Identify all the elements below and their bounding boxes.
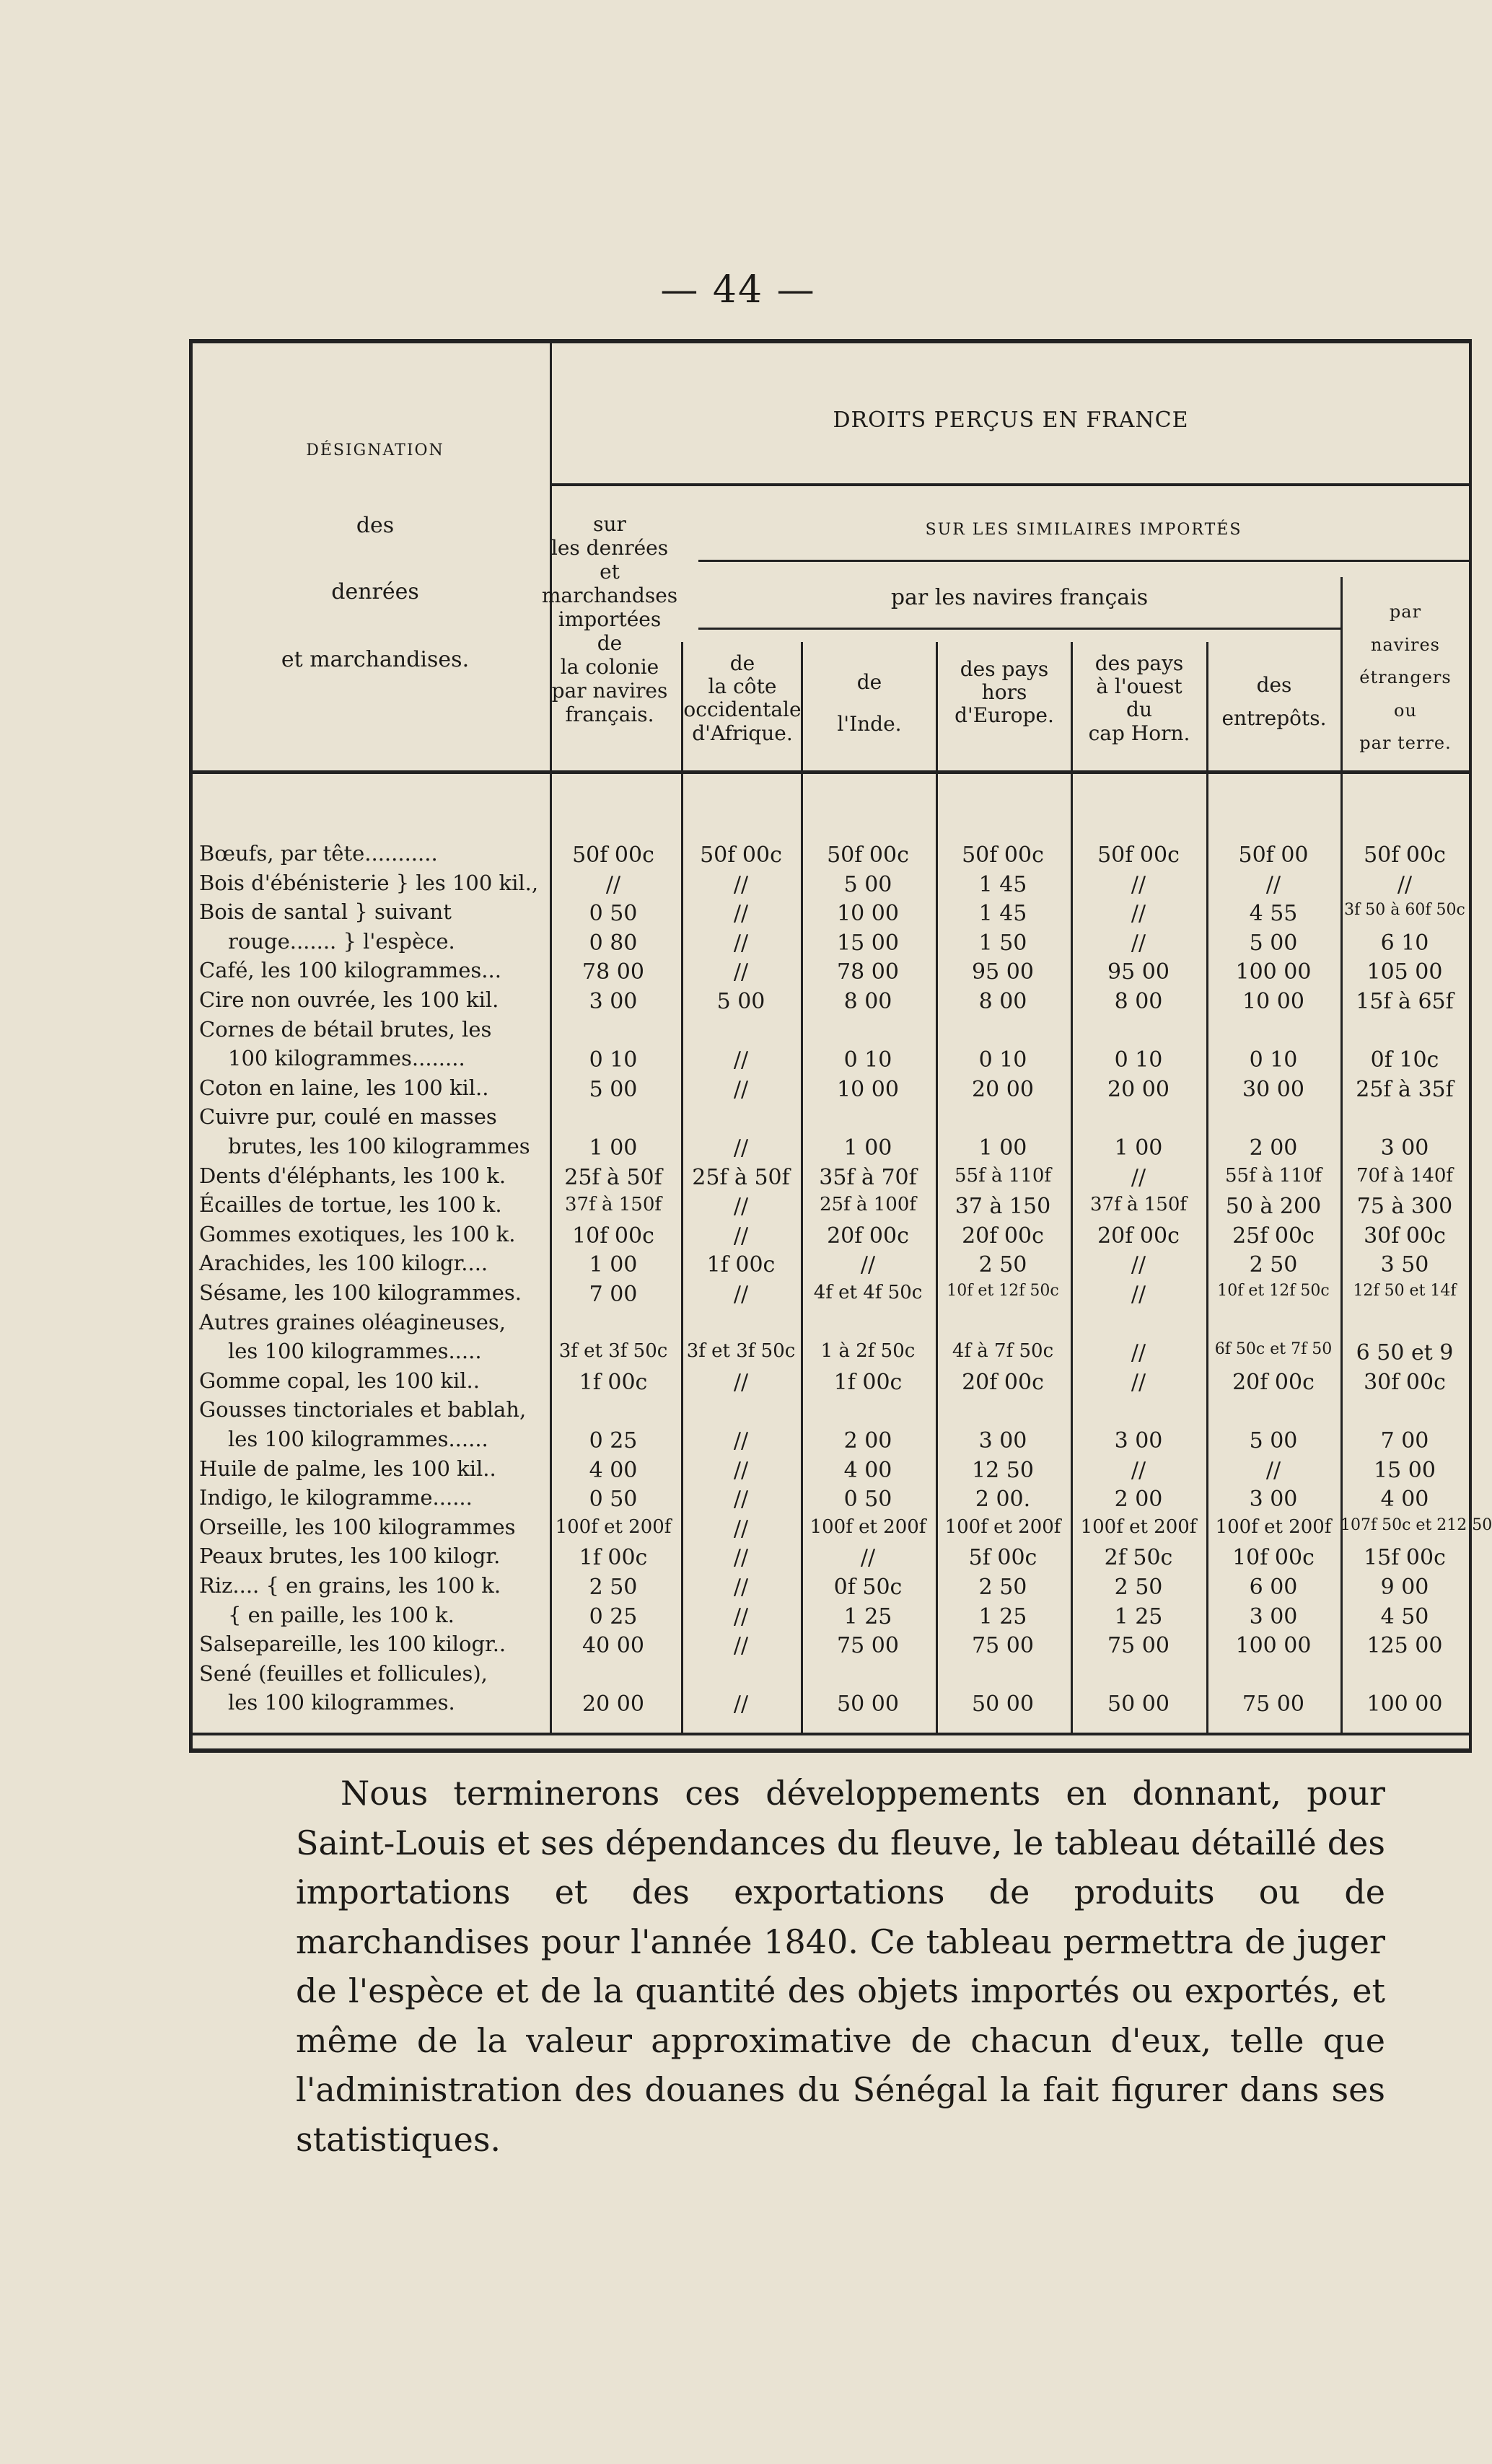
row-label: les 100 kilogrammes. [228,1690,455,1715]
col-colonie-header [534,512,685,726]
table-cell: 55f à 110f [1225,1164,1322,1187]
table-cell: 100 00 [1235,959,1312,985]
table-cell: 10f 00c [1232,1545,1315,1571]
table-cell: 2 50 [1249,1252,1298,1278]
table-cell: 0 10 [978,1047,1027,1073]
table-cell: 1 à 2f 50c [820,1340,916,1363]
table-cell: // [1131,930,1146,956]
table-cell: 25f à 50f [564,1164,662,1190]
row-label: Écailles de tortue, les 100 k. [199,1192,502,1218]
page-number: — 44 — [660,268,816,312]
similaires-rule [698,560,1469,562]
table-cell: 10f et 12f 50c [947,1282,1059,1300]
table-cell: 2 00. [975,1487,1031,1513]
row-label: rouge....... } l'espèce. [228,928,455,954]
table-cell: // [733,1603,749,1629]
table-cell: 100f et 200f [809,1515,926,1538]
table-cell: 10 00 [837,901,899,927]
table-cell: 30 00 [1242,1076,1304,1102]
table-cell: 2 50 [978,1252,1027,1278]
table-cell: 3 00 [1114,1428,1163,1453]
table-cell: 100f et 200f [1215,1515,1332,1538]
table-cell: 20 00 [972,1076,1034,1102]
row-label: Autres graines oléagineuses, [199,1309,506,1334]
table-cell: 0 10 [843,1047,892,1073]
table-cell: 0 10 [589,1047,638,1073]
table-cell: // [733,1194,749,1220]
table-cell: 9 00 [1380,1575,1429,1600]
table-cell: 50f 00 [1238,842,1309,868]
table-cell: 3f 50 à 60f 50c [1344,901,1465,920]
table-cell: 20f 00c [827,1223,909,1249]
row-label: Café, les 100 kilogrammes... [199,958,501,983]
table-cell: // [1131,1164,1146,1190]
table-cell: 37f à 150f [1090,1194,1187,1216]
table-cell: 10 00 [1242,989,1304,1014]
col-entrepots-line: des [1256,673,1292,697]
table-cell: 25f à 100f [820,1194,916,1216]
table-cell: 100f et 200f [555,1515,672,1538]
table-cell: 50f 00c [1097,842,1180,868]
table-cell: 75 00 [1107,1633,1170,1659]
col-colonie-line: français. [565,703,654,727]
table-cell: 12 50 [972,1457,1034,1483]
table-cell: 15f à 65f [1356,989,1454,1014]
designation-denrees: denrées [331,579,419,604]
table-cell: 3 50 [1380,1252,1429,1278]
table-cell: // [1131,1252,1146,1278]
col-horn-header [1072,652,1206,745]
table-cell: 50 00 [972,1691,1034,1717]
table-cell: 1f 00c [579,1545,648,1571]
navires-francais-title: par les navires français [890,585,1149,610]
row-label: Cire non ouvrée, les 100 kil. [199,987,499,1012]
table-cell: 4 50 [1380,1603,1429,1629]
table-cell: 6f 50c et 7f 50 [1214,1340,1333,1359]
table-cell: // [733,1633,749,1659]
table-cell: 0 10 [1249,1047,1298,1073]
table-cell: 0 10 [1114,1047,1163,1073]
table-cell: // [1265,1457,1281,1483]
col-etrangers-line: par [1389,602,1422,622]
table-cell: 95 00 [972,959,1034,985]
table-cell: // [1265,871,1281,897]
table-cell: 37f à 150f [565,1194,662,1216]
designation-marchandises: et marchandises. [281,647,470,672]
body-paragraph: Nous terminerons ces développements en donnant, pour Saint-Louis et ses dépendances du fleuve, le tableau détaillé des importations et des exportations de produits ou de marchandises pour l'année 1840. Ce tableau permettra de juger de l'espèce et de la quantité des objets importés ou exportés, et même de la valeur approximative de chacun d'eux, telle que l'administration des douanes du Sénégal la fait figurer dans ses statistiques. [296,1774,1385,2159]
table-cell: // [733,1515,749,1541]
table-cell: 2 50 [589,1575,638,1600]
table-cell: 1 50 [978,930,1027,956]
table-cell: 3 00 [978,1428,1027,1453]
table-cell: 25f à 50f [692,1164,790,1190]
table-cell: 50 à 200 [1225,1194,1322,1220]
table-cell: 1 00 [589,1252,638,1278]
col-europe-line: des pays [960,657,1049,681]
table-cell: 3 00 [1249,1603,1298,1629]
col-inde-header [802,671,936,736]
table-cell: // [1131,1457,1146,1483]
table-cell: 100 00 [1235,1633,1312,1659]
table-cell: 2 50 [1114,1575,1163,1600]
table-cell: 6 00 [1249,1575,1298,1600]
col-horn-line: cap Horn. [1088,721,1190,745]
table-cell: 1 25 [843,1603,892,1629]
col-colonie-line: la colonie [560,655,659,679]
table-cell: // [733,1691,749,1717]
table-cell: // [605,871,621,897]
designation-des: des [356,513,395,538]
table-cell: 75 00 [1242,1691,1304,1717]
col-entrepots-line: entrepôts. [1221,706,1327,731]
table-cell: 50f 00c [962,842,1044,868]
table-cell: 5 00 [843,871,892,897]
row-label: Dents d'éléphants, les 100 k. [199,1163,506,1188]
table-cell: 10f 00c [572,1223,654,1249]
col-colonie-line: les denrées [550,536,669,560]
table-cell: 0 25 [589,1428,638,1453]
table-cell: 15f 00c [1364,1545,1446,1571]
table-cell: // [1131,1282,1146,1307]
table-cell: // [860,1545,876,1571]
table-cell: 3f et 3f 50c [558,1340,668,1363]
table-cell: 100f et 200f [1080,1515,1197,1538]
col-colonie-line: sur [593,512,626,536]
table-cell: 5 00 [1249,930,1298,956]
col-colonie-line: marchandses [541,584,678,608]
table-cell: // [733,1135,749,1161]
table-cell: 40 00 [582,1633,644,1659]
table-cell: // [733,1545,749,1571]
row-label: Salsepareille, les 100 kilogr.. [199,1632,506,1657]
table-cell: 70f à 140f [1356,1164,1453,1187]
table-cell: 1 00 [1114,1135,1163,1161]
table-cell: 0f 50c [833,1575,903,1600]
table-cell: 20f 00c [962,1223,1044,1249]
table-cell: 100 00 [1366,1691,1443,1717]
table-cell: 78 00 [582,959,644,985]
table-cell: 6 10 [1380,930,1429,956]
table-cell: 0 25 [589,1603,638,1629]
table-cell: 75 00 [837,1633,899,1659]
col-etrangers-line: par terre. [1359,733,1452,754]
table-cell: 50f 00c [1364,842,1446,868]
table-cell: 0 50 [843,1487,892,1513]
table-cell: // [733,1487,749,1513]
table-cell: 1 25 [978,1603,1027,1629]
table-cell: 5f 00c [968,1545,1037,1571]
col-horn-line: à l'ouest [1096,674,1182,699]
table-cell: 1f 00c [833,1369,903,1395]
row-label: Indigo, le kilogramme...... [199,1485,473,1510]
table-cell: 1 25 [1114,1603,1163,1629]
table-cell: // [733,1575,749,1600]
table-cell: // [1397,871,1413,897]
table-cell: 4 00 [843,1457,892,1483]
col-etrangers-line: navires [1371,634,1440,655]
table-cell: // [1131,1369,1146,1395]
row-label: Cornes de bétail brutes, les [199,1016,492,1042]
table-cell: 78 00 [837,959,899,985]
table-cell: 100f et 200f [944,1515,1061,1538]
table-cell: 7 00 [589,1282,638,1307]
table-cell: 2 50 [978,1575,1027,1600]
row-label: Bœufs, par tête........... [199,841,438,866]
table-cell: 75 à 300 [1356,1194,1453,1220]
col-etrangers-line: ou [1394,700,1417,721]
table-cell: 95 00 [1107,959,1170,985]
table-cell: 2 00 [1249,1135,1298,1161]
row-label: Bois d'ébénisterie } les 100 kil., [199,870,539,895]
table-cell: // [733,1369,749,1395]
table-cell: 5 00 [1249,1428,1298,1453]
col-etrangers-line: étrangers [1359,667,1452,688]
row-label: Sésame, les 100 kilogrammes. [199,1280,522,1305]
table-cell: // [733,959,749,985]
table-cell: // [733,871,749,897]
table-cell: 0f 10c [1370,1047,1439,1073]
col-horn-line: du [1126,698,1152,722]
table-cell: 0 80 [589,930,638,956]
row-label: Gommes exotiques, les 100 k. [199,1221,516,1246]
table-cell: 50 00 [837,1691,899,1717]
table-cell: 20f 00c [1097,1223,1180,1249]
col-cote-line: de [729,651,755,675]
droits-title: DROITS PERÇUS EN FRANCE [833,408,1189,433]
table-cell: 1 45 [978,871,1027,897]
table-bottom-rule [192,1733,1469,1735]
table-cell: // [733,1223,749,1249]
table-cell: // [733,1282,749,1307]
table-cell: 1 45 [978,901,1027,927]
table-cell: 4 00 [589,1457,638,1483]
table-cell: 7 00 [1380,1428,1429,1453]
table-cell: 4 55 [1249,901,1298,927]
table-cell: 15 00 [837,930,899,956]
table-cell: 20 00 [1107,1076,1170,1102]
table-cell: 3 00 [1380,1135,1429,1161]
table-cell: 50f 00c [700,842,782,868]
table-cell: 1 00 [589,1135,638,1161]
table-cell: // [733,1428,749,1453]
table-cell: // [1131,871,1146,897]
col-etrangers-header [1342,596,1469,760]
table-cell: 2 00 [843,1428,892,1453]
table-cell: 0 50 [589,901,638,927]
col-entrepots-header [1208,674,1340,730]
col-colonie-line: importées [558,607,662,632]
row-label: Sené (feuilles et follicules), [199,1660,488,1686]
table-cell: 8 00 [843,989,892,1014]
col-europe-header [937,658,1071,728]
row-label: Gousses tinctoriales et bablah, [199,1397,527,1422]
table-cell: 10f et 12f 50c [1217,1282,1330,1300]
row-label: Orseille, les 100 kilogrammes [199,1514,516,1539]
table-cell: 0 50 [589,1487,638,1513]
droits-rule [551,483,1469,486]
row-label: brutes, les 100 kilogrammes [228,1134,530,1158]
row-label: Arachides, les 100 kilogr.... [199,1251,488,1276]
table-cell: 50 00 [1107,1691,1170,1717]
col-cote-line: occidentale [683,698,802,722]
table-cell: 8 00 [1114,989,1163,1014]
col-colonie-line: de [597,631,623,656]
table-cell: // [733,1076,749,1102]
table-cell: 107f 50c et 212 50 [1340,1515,1492,1534]
col-cote-line: la côte [708,674,777,699]
table-cell: 3 00 [589,989,638,1014]
row-label: les 100 kilogrammes...... [228,1427,488,1451]
table-cell: // [1131,1340,1146,1366]
col-europe-line: hors [981,680,1027,705]
table-cell: 125 00 [1366,1633,1443,1659]
row-label: Riz.... { en grains, les 100 k. [199,1573,501,1598]
table-cell: 2 00 [1114,1487,1163,1513]
table-cell: 5 00 [589,1076,638,1102]
table-cell: 20 00 [582,1691,644,1717]
table-cell: 50f 00c [827,842,909,868]
row-label: Huile de palme, les 100 kil.. [199,1456,496,1481]
col-colonie-line: et [600,560,620,584]
row-label: Cuivre pur, coulé en masses [199,1104,497,1130]
table-cell: 55f à 110f [955,1164,1051,1187]
table-cell: 20f 00c [1232,1369,1315,1395]
table-cell: 35f à 70f [819,1164,917,1190]
table-cell: 105 00 [1366,959,1443,985]
col-cote-line: d'Afrique. [692,721,793,745]
col-horn-line: des pays [1094,651,1184,675]
table-cell: // [733,1457,749,1483]
table-cell: // [733,1047,749,1073]
table-cell: 25f à 35f [1356,1076,1454,1102]
table-cell: 12f 50 et 14f [1353,1282,1457,1300]
table-cell: 25f 00c [1232,1223,1315,1249]
table-cell: 37 à 150 [955,1194,1051,1220]
row-label: Coton en laine, les 100 kil.. [199,1075,489,1100]
table-cell: 1f 00c [579,1369,648,1395]
table-cell: 1 00 [843,1135,892,1161]
table-cell: 2f 50c [1104,1545,1173,1571]
header-separator [192,770,1469,774]
table-cell: 6 50 et 9 [1356,1340,1454,1366]
row-label: les 100 kilogrammes..... [228,1339,482,1364]
row-label: Gomme copal, les 100 kil.. [199,1368,480,1393]
table-cell: 5 00 [716,989,765,1014]
col-colonie-line: par navires [551,679,668,703]
table-cell: 1f 00c [706,1252,776,1278]
table-cell: // [733,901,749,927]
table-cell: 30f 00c [1364,1369,1446,1395]
designation-header: DÉSIGNATION [306,441,444,459]
table-cell: // [1131,901,1146,927]
table-cell: 30f 00c [1364,1223,1446,1249]
table-cell: 3f et 3f 50c [686,1340,796,1363]
row-label: { en paille, les 100 k. [228,1602,455,1627]
table-cell: 15 00 [1374,1457,1436,1483]
table-cell: 10 00 [837,1076,899,1102]
table-cell: 4 00 [1380,1487,1429,1513]
similaires-title: SUR LES SIMILAIRES IMPORTÉS [925,521,1242,539]
table-cell: 75 00 [972,1633,1034,1659]
table-cell: 1 00 [978,1135,1027,1161]
table-cell: // [860,1252,876,1278]
row-label: Bois de santal } suivant [199,899,452,925]
col-cote-header [683,652,802,745]
col-inde-line: de [856,670,882,694]
table-cell: 20f 00c [962,1369,1044,1395]
navires-rule [698,628,1340,630]
table-cell: // [733,930,749,956]
col-inde-line: l'Inde. [837,712,902,736]
table-cell: 4f et 4f 50c [813,1282,923,1303]
table-cell: 50f 00c [572,842,654,868]
col-europe-line: d'Europe. [955,703,1054,728]
row-label: Peaux brutes, les 100 kilogr. [199,1544,501,1569]
table-cell: 8 00 [978,989,1027,1014]
table-cell: 3 00 [1249,1487,1298,1513]
table-cell: 4f à 7f 50c [952,1340,1054,1363]
row-label: 100 kilogrammes........ [228,1046,465,1071]
